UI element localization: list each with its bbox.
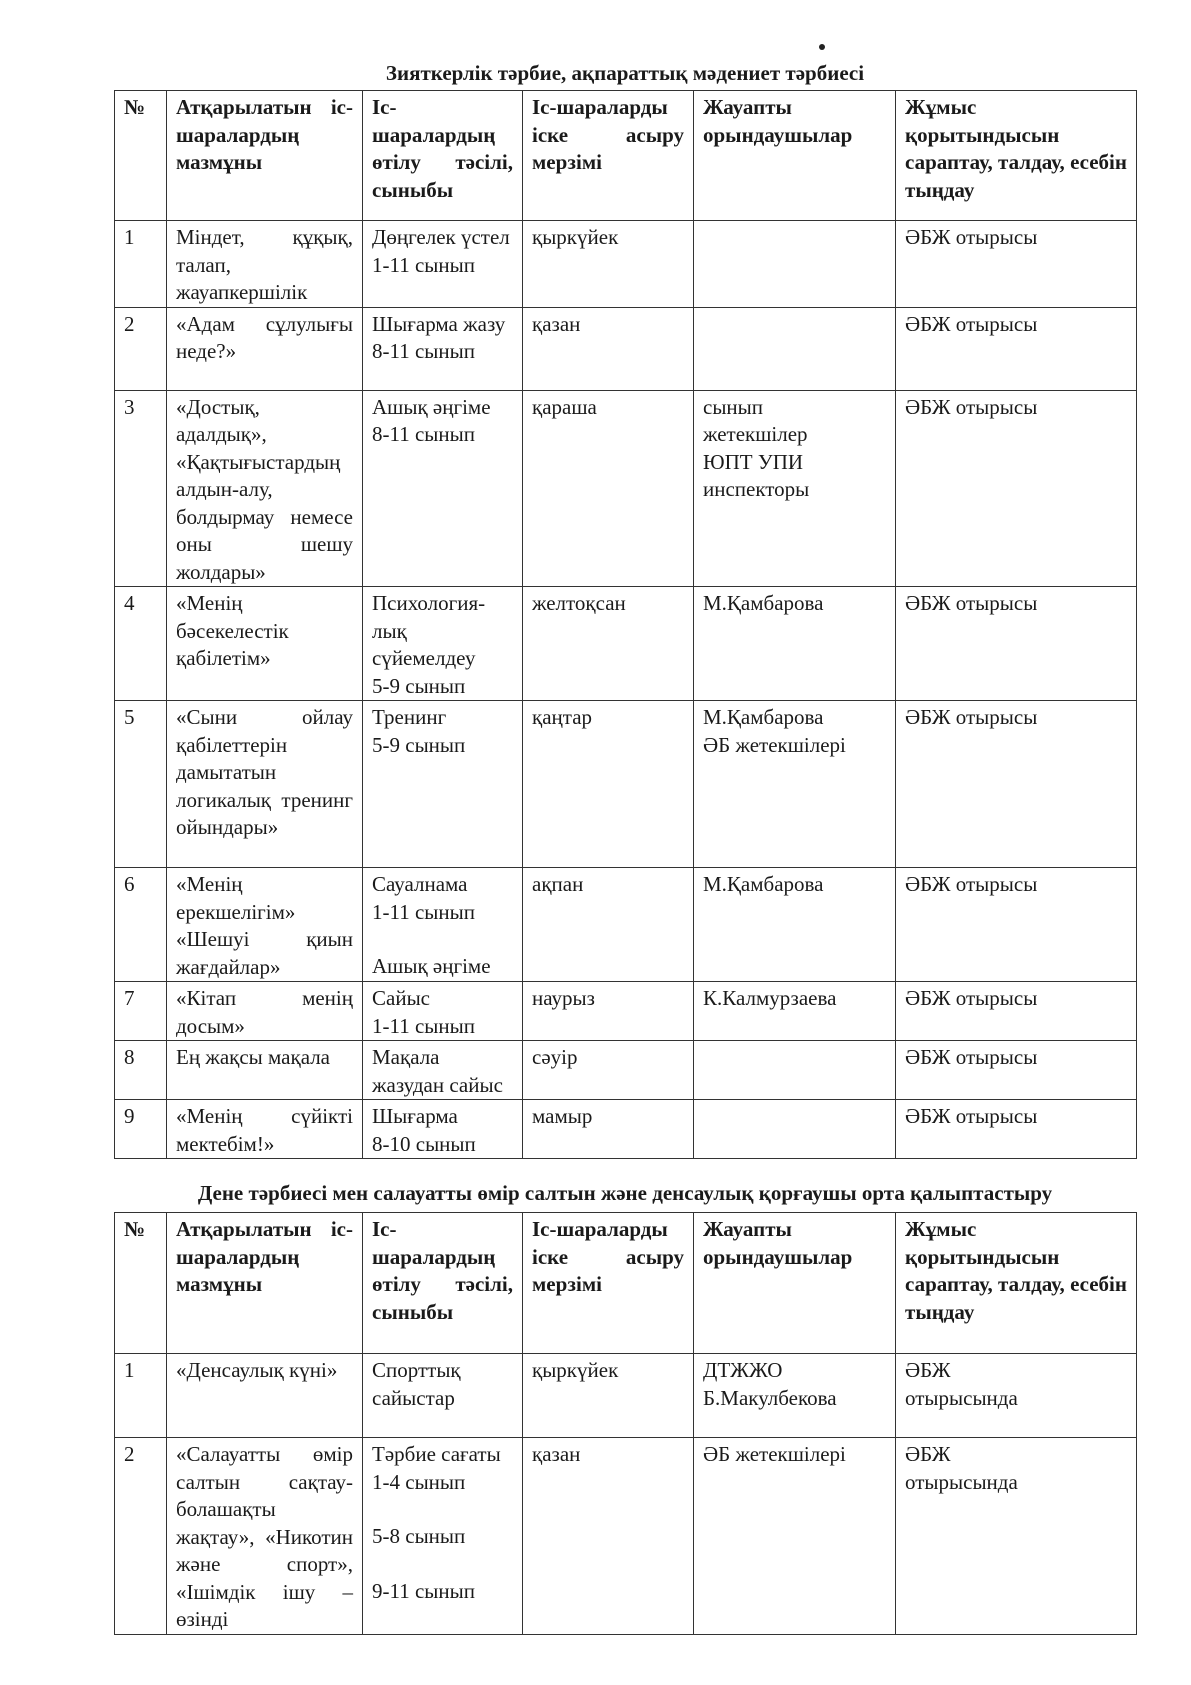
row-responsible: сынып жетекшілер ЮПТ УПИ инспекторы: [694, 390, 896, 587]
row-result: ӘБЖ отырысы: [896, 982, 1137, 1041]
row-number: 1: [115, 221, 167, 308]
table-row: [115, 587, 1137, 701]
row-method: Тәрбие сағаты 1-4 сынып: [372, 1442, 501, 1494]
row-responsible: М.Қамбарова: [694, 587, 896, 701]
row-method: Шығарма 8-10 сынып: [363, 1100, 523, 1159]
row-term: қазан: [523, 307, 694, 390]
row-number: 2: [115, 1438, 167, 1635]
row-result: ӘБЖ отырысында: [896, 1354, 1137, 1438]
row-term: қаңтар: [523, 701, 694, 868]
row-result: ӘБЖ отырысы: [896, 307, 1137, 390]
row-responsible: [694, 221, 896, 308]
table-row: [115, 1354, 1137, 1438]
row-content: «Кітап менің досым»: [167, 982, 363, 1041]
row-result: ӘБЖ отырысы: [896, 1041, 1137, 1100]
row-number: 4: [115, 587, 167, 701]
table-header-row: [115, 91, 1137, 221]
header-result: Жұмыс қорытындысын сараптау, талдау, есебін тыңдау: [896, 1213, 1137, 1354]
row-method: Дөңгелек үстел 1-11 сынып: [363, 221, 523, 308]
row-term: қыркүйек: [523, 1354, 694, 1438]
table-row: [115, 1041, 1137, 1100]
row-result: ӘБЖ отырысы: [896, 221, 1137, 308]
row-term: желтоқсан: [523, 587, 694, 701]
row-responsible: М.Қамбарова: [694, 868, 896, 982]
section-1-table: [114, 90, 1137, 1159]
row-method: Мақала жазудан сайыс: [363, 1041, 523, 1100]
table-row: [115, 307, 1137, 390]
table-row: [115, 1438, 1137, 1635]
row-method-extra: Ашық әңгіме: [372, 954, 491, 978]
row-content: Ең жақсы мақала: [167, 1041, 363, 1100]
row-content: «Менің сүйікті мектебім!»: [167, 1100, 363, 1159]
table-row: [115, 1100, 1137, 1159]
row-content: «Менің ерекшелігім» «Шешуі қиын жағдайлар»: [167, 868, 363, 982]
row-method: Сауалнама 1-11 сынып: [372, 872, 475, 924]
row-result: ӘБЖ отырысы: [896, 868, 1137, 982]
row-number: 6: [115, 868, 167, 982]
row-number: 3: [115, 390, 167, 587]
row-content: «Менің бәсекелестік қабілетім»: [167, 587, 363, 701]
table-row: [115, 982, 1137, 1041]
header-content: Атқарылатын іс-шаралардың мазмұны: [167, 1213, 363, 1354]
row-method: Спорттық сайыстар: [363, 1354, 523, 1438]
row-method-cell: [363, 868, 523, 982]
row-method-extra: 9-11 сынып: [372, 1578, 475, 1603]
table-row: [115, 390, 1137, 587]
table-header-row: [115, 1213, 1137, 1354]
row-responsible: К.Калмурзаева: [694, 982, 896, 1041]
section-2-table: [114, 1212, 1137, 1635]
row-term: наурыз: [523, 982, 694, 1041]
header-method: Іс-шаралардың өтілу тәсілі, сыныбы: [363, 91, 523, 221]
row-result: ӘБЖ отырысы: [896, 701, 1137, 868]
row-responsible: [694, 307, 896, 390]
row-number: 8: [115, 1041, 167, 1100]
row-term: мамыр: [523, 1100, 694, 1159]
header-responsible: Жауапты орындаушылар: [694, 91, 896, 221]
row-responsible: ДТЖЖО Б.Макулбекова: [694, 1354, 896, 1438]
row-responsible: [694, 1041, 896, 1100]
row-number: 7: [115, 982, 167, 1041]
table-row: [115, 701, 1137, 868]
row-content: «Достық, адалдық», «Қақтығыстардың алдын-алу, болдырмау немесе оны шешу жолдары»: [167, 390, 363, 587]
row-result: ӘБЖ отырысы: [896, 1100, 1137, 1159]
row-result: ӘБЖ отырысы: [896, 587, 1137, 701]
row-number: 5: [115, 701, 167, 868]
row-method: Тренинг 5-9 сынып: [363, 701, 523, 868]
section-2-title: Дене тәрбиесі мен салауатты өмір салтын және денсаулық қорғаушы орта қалыптастыру: [197, 1181, 1053, 1205]
row-term: сәуір: [523, 1041, 694, 1100]
row-term: қыркүйек: [523, 221, 694, 308]
header-term: Іс-шараларды іске асыру мерзімі: [523, 91, 694, 221]
row-content: «Адам сұлулығы неде?»: [167, 307, 363, 390]
header-term: Іс-шараларды іске асыру мерзімі: [523, 1213, 694, 1354]
row-responsible: М.Қамбарова ӘБ жетекшілері: [694, 701, 896, 868]
row-content: «Сыни ойлау қабілеттерін дамытатын логикалық тренинг ойындары»: [167, 701, 363, 868]
header-method: Іс-шаралардың өтілу тәсілі, сыныбы: [363, 1213, 523, 1354]
row-content: Міндет, құқық, талап, жауапкершілік: [167, 221, 363, 308]
header-content: Атқарылатын іс-шаралардың мазмұны: [167, 91, 363, 221]
row-term: қазан: [523, 1438, 694, 1635]
row-method-extra: 5-8 сынып: [372, 1524, 466, 1548]
row-result: ӘБЖ отырысы: [896, 390, 1137, 587]
row-number: 9: [115, 1100, 167, 1159]
row-content: «Салауатты өмір салтын сақтау-болашақты жақтау», «Никотин және спорт», «Ішімдік ішу – өзінді: [167, 1438, 363, 1635]
table-row: [115, 221, 1137, 308]
header-result: Жұмыс қорытындысын сараптау, талдау, есебін тыңдау: [896, 91, 1137, 221]
row-method: Сайыс 1-11 сынып: [363, 982, 523, 1041]
row-number: 1: [115, 1354, 167, 1438]
row-method: Психология- лық сүйемелдеу 5-9 сынып: [363, 587, 523, 701]
table-row: [115, 868, 1137, 982]
row-method: Шығарма жазу 8-11 сынып: [363, 307, 523, 390]
header-number: №: [115, 1213, 167, 1354]
row-method: Ашық әңгіме 8-11 сынып: [363, 390, 523, 587]
row-content: «Денсаулық күні»: [167, 1354, 363, 1438]
row-term: қараша: [523, 390, 694, 587]
header-responsible: Жауапты орындаушылар: [694, 1213, 896, 1354]
row-number: 2: [115, 307, 167, 390]
row-term: ақпан: [523, 868, 694, 982]
row-responsible: [694, 1100, 896, 1159]
section-1-title: Зияткерлік тәрбие, ақпараттық мәдениет тәрбиесі: [385, 61, 865, 85]
header-number: №: [115, 91, 167, 221]
scan-dot: [819, 44, 825, 50]
row-method-cell: [363, 1438, 523, 1635]
row-responsible: ӘБ жетекшілері: [694, 1438, 896, 1635]
row-result: ӘБЖ отырысында: [896, 1438, 1137, 1635]
